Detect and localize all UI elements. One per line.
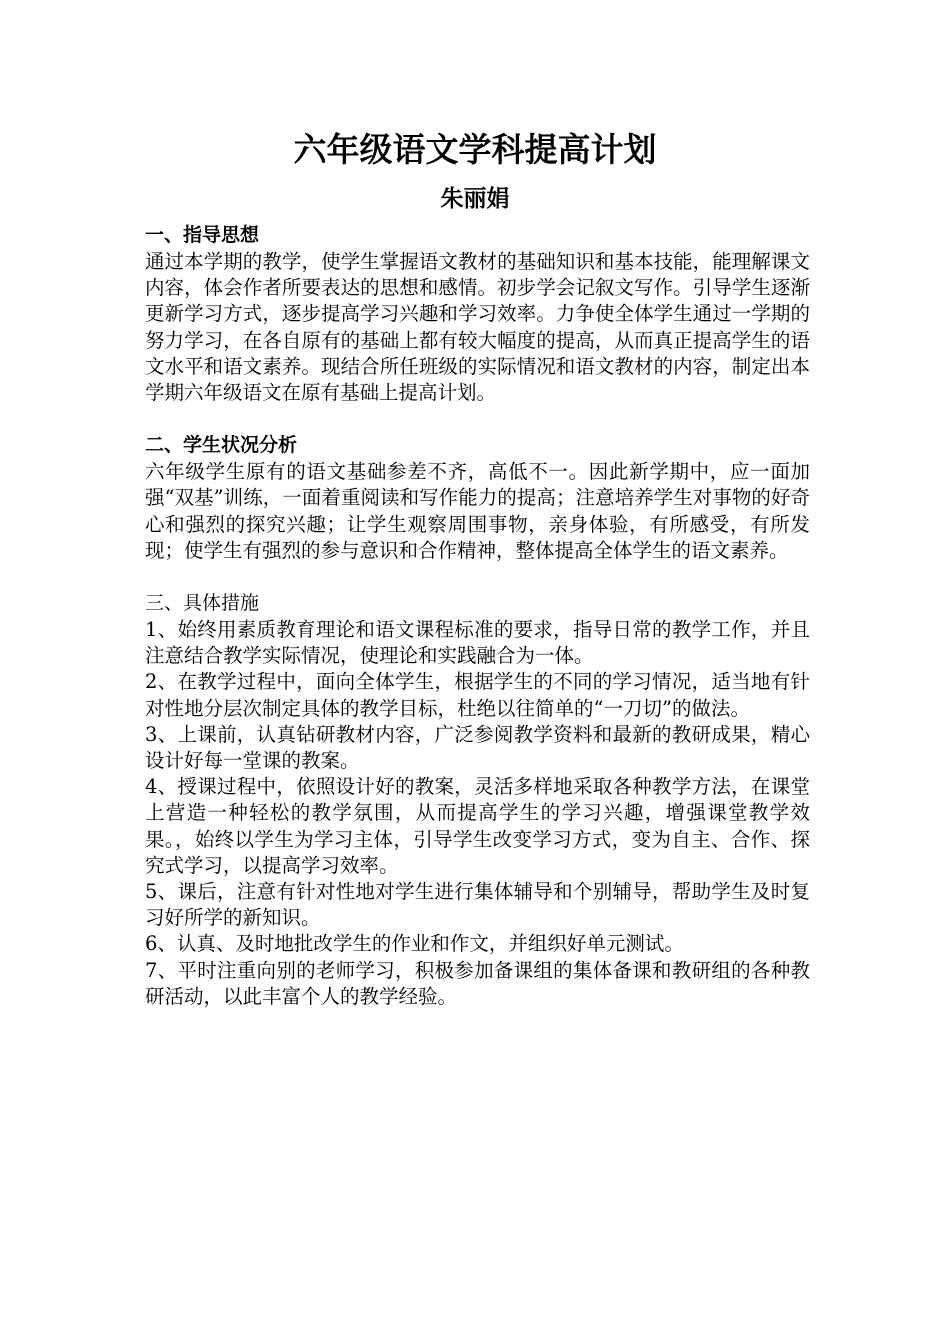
section-heading: 二、学生状况分析: [145, 434, 298, 457]
section-student-analysis: [145, 432, 810, 564]
list-item: 2、在教学过程中，面向全体学生，根据学生的不同的学习情况，适当地有针对性地分层次制定具体的教学目标，杜绝以往简单的“一刀切”的做法。: [145, 670, 810, 720]
section-heading: 一、指导思想: [145, 224, 260, 246]
list-item: 7、平时注重向别的老师学习，积极参加备课组的集体备课和教研组的各种教研活动，以此丰富个人的教学经验。: [145, 958, 810, 1008]
document-title: 六年级语文学科提高计划: [293, 130, 657, 169]
list-item: 5、课后，注意有针对性地对学生进行集体辅导和个别辅导，帮助学生及时复习好所学的新知识。: [145, 880, 810, 930]
section-paragraph: 通过本学期的教学，使学生掌握语文教材的基础知识和基本技能，能理解课文内容，体会作者所要表达的思想和感情。初步学会记叙文写作。引导学生逐渐更新学习方式，逐步提高学习兴趣和学习效率。力争使全体学生通过一学期的努力学习，在各自原有的基础上都有较大幅度的提高，从而真正提高学生的语文水平和语文素养。现结合所任班级的实际情况和语文教材的内容，制定出本学期六年级语文在原有基础上提高计划。: [145, 250, 810, 405]
section-heading: 三、具体措施: [145, 592, 260, 615]
section-spacer: [145, 406, 810, 432]
section-spacer: [145, 564, 810, 590]
list-item: 3、上课前，认真钻研教材内容，广泛参阅教学资料和最新的教研成果，精心设计好每一堂课的教案。: [145, 722, 810, 773]
section-specific-measures: [145, 590, 810, 1010]
section-paragraph: 六年级学生原有的语文基础参差不齐，高低不一。因此新学期中，应一面加强“双基”训练，一面着重阅读和写作能力的提高；注意培养学生对事物的好奇心和强烈的探究兴趣；让学生观察周围事物，亲身体验，有所感受，有所发现；使学生有强烈的参与意识和合作精神，整体提高全体学生的语文素养。: [145, 460, 810, 562]
list-item: 6、认真、及时地批改学生的作业和作文，并组织好单元测试。: [145, 932, 684, 956]
author-name: 朱丽娟: [440, 186, 510, 212]
section-guiding-ideology: [145, 222, 810, 406]
document-body: [145, 222, 810, 1010]
list-item: 4、授课过程中，依照设计好的教案，灵活多样地采取各种教学方法，在课堂上营造一种轻松的教学氛围，从而提高学生的学习兴趣，增强课堂教学效果。，始终以学生为学习主体，引导学生改变学习方式，变为自主、合作、探究式学习，以提高学习效率。: [145, 775, 810, 877]
list-item: 1、始终用素质教育理论和语文课程标准的要求，指导日常的教学工作，并且注意结合教学实际情况，使理论和实践融合为一体。: [145, 618, 810, 668]
